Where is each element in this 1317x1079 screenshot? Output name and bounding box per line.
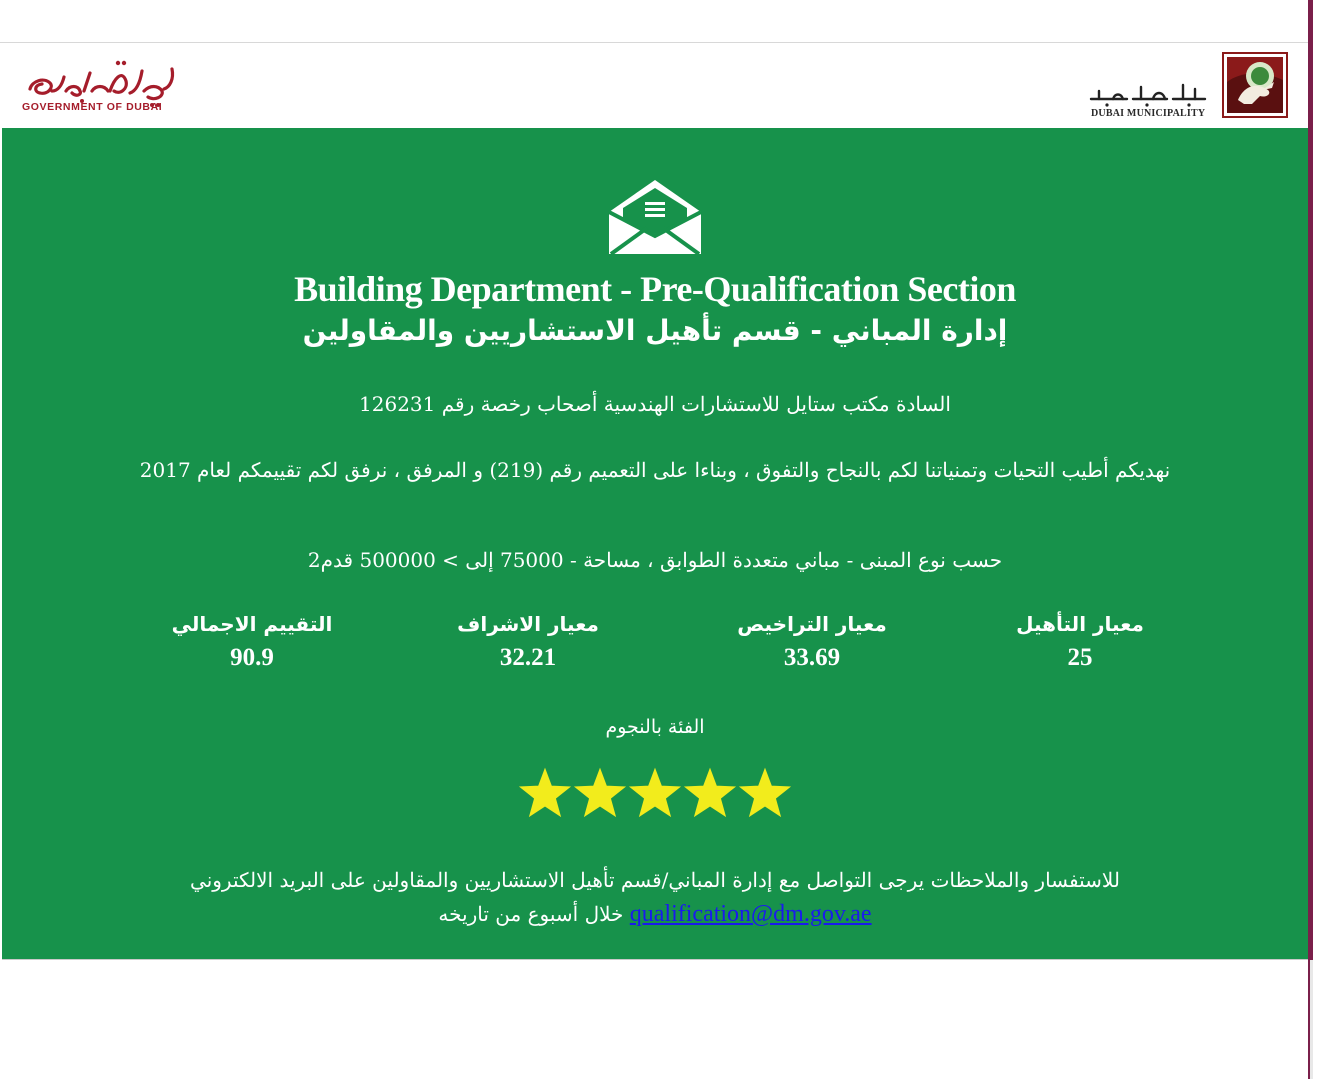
star-rating [517,766,797,824]
contact-note-text: للاستفسار والملاحظات يرجى التواصل مع إدارة المباني/قسم تأهيل الاستشاريين والمقاولين على البريد الالكتروني [190,868,1120,892]
star-icon [740,769,789,816]
page-edge-bar [1308,0,1313,1079]
metric-label: التقييم الاجمالي [171,612,333,636]
metric-value: 33.69 [783,644,841,671]
evaluation-panel [2,128,1308,960]
greeting-line: السادة مكتب ستايل للاستشارات الهندسية أصحاب رخصة رقم 126231 [359,392,951,416]
dubai-municipality-emblem [1222,52,1288,118]
contact-email-link[interactable]: qualification@dm.gov.ae [629,901,872,927]
classification-line: حسب نوع المبنى - مباني متعددة الطوابق ، مساحة - 75000 إلى > 500000 قدم2 [307,548,1003,572]
metric-supervision [398,612,658,672]
metric-total-score [122,612,382,672]
star-icon [520,769,569,816]
contact-note [132,863,1178,931]
section-title-english: Building Department - Pre-Qualification Section [294,269,1016,309]
metric-value: 32.21 [499,644,557,671]
star-icon [685,769,734,816]
star-category-label: الفئة بالنجوم [605,716,705,738]
envelope-icon [605,176,705,256]
star-icon [630,769,679,816]
government-of-dubai-label: GOVERNMENT OF DUBAI [22,101,163,113]
metric-label: معيار التراخيص [737,612,887,636]
section-title-arabic: إدارة المباني - قسم تأهيل الاستشاريين والمقاولين [302,314,1008,347]
metric-licenses [682,612,942,672]
metric-label: معيار التأهيل [1016,612,1144,636]
metric-value: 25 [1067,644,1093,671]
metric-value: 90.9 [230,644,274,671]
letter-header [2,43,1308,128]
dubai-municipality-label: DUBAI MUNICIPALITY [1091,108,1206,119]
evaluation-metrics [2,612,1308,692]
contact-note-deadline: خلال أسبوع من تاريخه [438,902,624,926]
metric-label: معيار الاشراف [457,612,599,636]
dubai-municipality-arabic-wordmark [1087,79,1212,109]
page-edge-shadow [1310,960,1313,1079]
star-icon [575,769,624,816]
body-paragraph: نهديكم أطيب التحيات وتمنياتنا لكم بالنجاح والتفوق ، وبناءا على التعميم رقم (219) و المرفق ، نرفق لكم تقييمكم لعام 2017 [139,458,1171,482]
metric-qualification [950,612,1210,672]
